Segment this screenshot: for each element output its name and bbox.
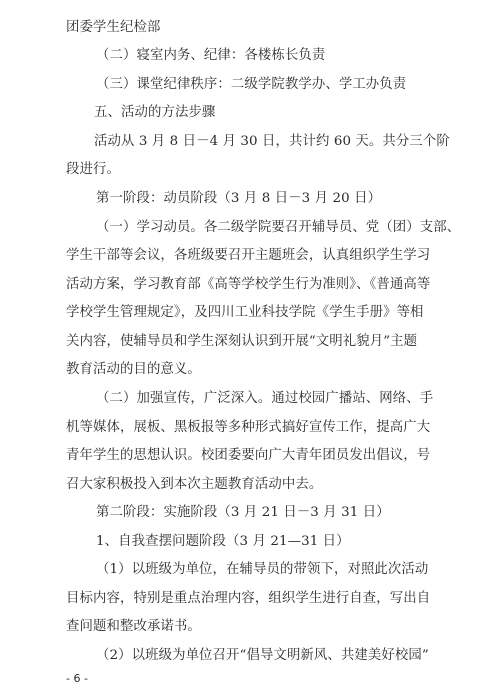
- text-line: 段进行。: [66, 162, 120, 177]
- text-line: （2）以班级为单位召开“倡导文明新风、共建美好校园”: [96, 648, 429, 663]
- text-line: （三）课堂纪律秩序：二级学院教学办、学工办负责: [96, 77, 407, 92]
- text-line: 团委学生纪检部: [66, 20, 161, 35]
- text-line: （二）加强宣传，广泛深入。通过校园广播站、网络、手: [96, 391, 434, 406]
- text-line: （1）以班级为单位，在辅导员的带领下，对照此次活动: [96, 562, 429, 577]
- text-line: 学生干部等会议，各班级要召开主题班会，认真组织学生学习: [66, 248, 431, 263]
- section-heading: 五、活动的方法步骤: [94, 105, 216, 120]
- text-line: 青年学生的思想认识。校团委要向广大青年团员发出倡议，号: [66, 448, 431, 463]
- text-line: 第二阶段：实施阶段（3 月 21 日－3 月 31 日）: [96, 505, 390, 520]
- text-line: 第一阶段：动员阶段（3 月 8 日－3 月 20 日）: [96, 191, 382, 206]
- text-line: （一）学习动员。各二级学院要召开辅导员、党（团）支部、: [96, 220, 461, 235]
- text-line: 查问题和整改承诺书。: [66, 619, 201, 634]
- text-line: 召大家积极投入到本次主题教育活动中去。: [66, 477, 323, 492]
- text-line: （二）寝室内务、纪律：各楼栋长负责: [96, 48, 326, 63]
- text-line: 1、自我查摆问题阶段（3 月 21—31 日）: [96, 534, 350, 549]
- text-line: 关内容，使辅导员和学生深刻认识到开展“文明礼貌月”主题: [66, 334, 418, 349]
- text-line: 学校学生管理规定》，及四川工业科技学院《学生手册》等相: [66, 305, 424, 320]
- text-line: 教育活动的目的意义。: [66, 362, 201, 377]
- text-line: 活动方案，学习教育部《高等学校学生行为准则》、《普通高等: [66, 277, 431, 292]
- text-line: 目标内容，特别是重点治理内容，组织学生进行自查，写出自: [66, 591, 431, 606]
- text-line: 活动从 3 月 8 日－4 月 30 日，共计约 60 天。共分三个阶: [94, 134, 450, 149]
- text-line: 机等媒体，展板、黑板报等多种形式搞好宣传工作，提高广大: [66, 420, 431, 435]
- page-number: - 6 -: [66, 672, 88, 685]
